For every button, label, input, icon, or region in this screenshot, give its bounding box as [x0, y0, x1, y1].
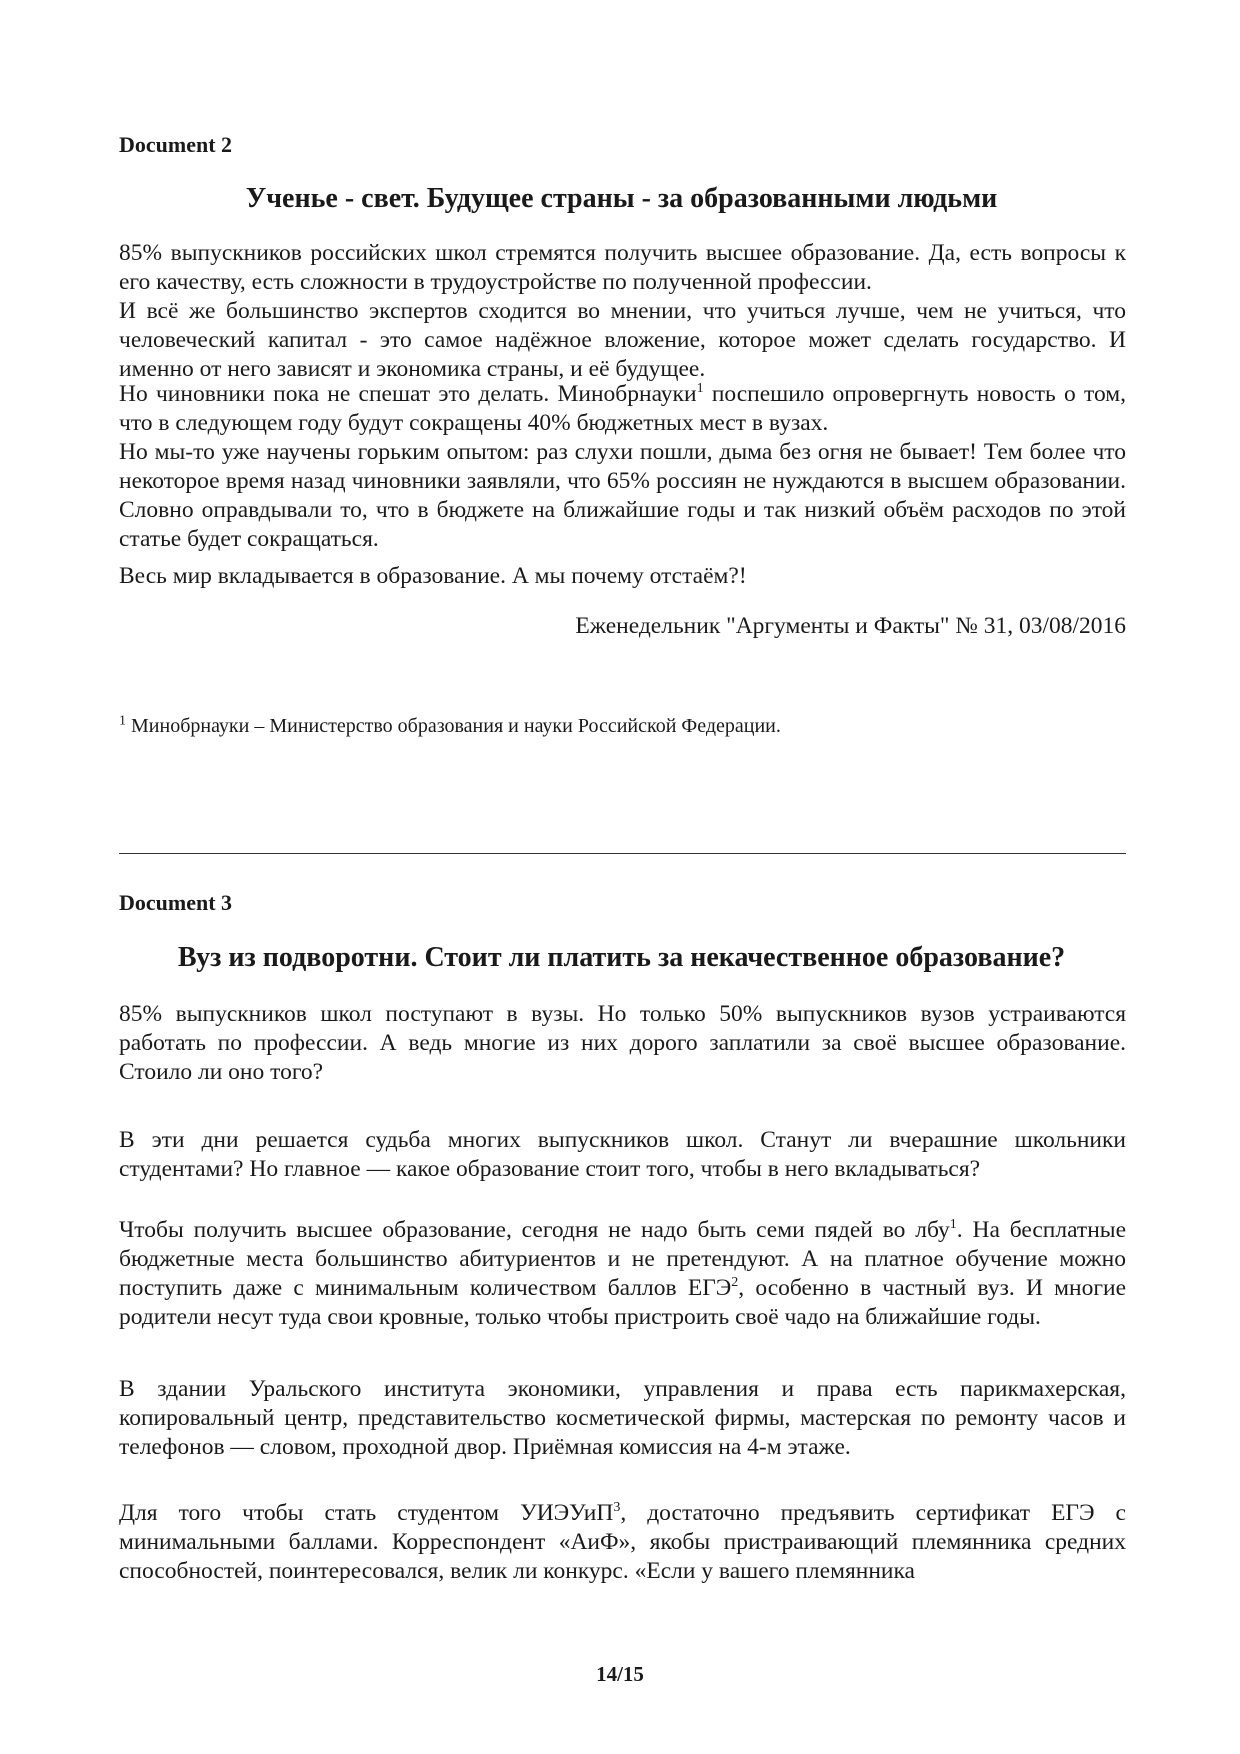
doc3-paragraph-1: 85% выпускников школ поступают в вузы. Но только 50% выпускников вузов устраиваются работать по профессии. А ведь многие из них дорого заплатили за своё высшее образование. Стоило ли оно того? [119, 1001, 1126, 1085]
doc2-footnote [119, 713, 1126, 739]
doc2-paragraph-2b: Но мы-то уже научены горьким опытом: раз слухи пошли, дыма без огня не бывает! Тем более что некоторое время назад чиновники заявляли, что 65% россиян не нуждаются в высшем образовании. Словно оправдывали то, что в бюджете на ближайшие годы и так низкий объём расходов по этой статье будет сокращаться. [119, 439, 1126, 552]
footnote-ref: 3 [613, 1500, 621, 1516]
text-run: Но чиновники пока не спешат это делать. Минобрнауки [119, 381, 697, 407]
doc2-paragraph-1 [119, 239, 1126, 384]
footnote-number: 1 [119, 713, 126, 729]
text-run: , особенно в частный вуз. И многие родители несут туда свои кровные, только чтобы пристроить своё чадо на ближайшие годы. [119, 1275, 1127, 1330]
text-run: . На бесплатные бюджетные места большинство абитуриентов и не претендуют. А на платное обучение можно поступить даже с минимальным количеством баллов ЕГЭ [119, 1217, 1126, 1301]
doc3-paragraph-5 [119, 1499, 1126, 1586]
doc2-paragraph-1a: 85% выпускников российских школ стремятся получить высшее образование. Да, есть вопросы к его качеству, есть сложности в трудоустройстве по полученной профессии. [119, 240, 1126, 295]
text-run: поспешило опровергнуть новость о том, что в следующем году будут сокращены 40% бюджетных мест в вузах. [119, 381, 1127, 436]
footnote-ref: 2 [731, 1275, 739, 1291]
footnote-ref: 1 [696, 381, 704, 397]
doc3-paragraph-2: В эти дни решается судьба многих выпускников школ. Станут ли вчерашние школьники студентами? Но главное — какое образование стоит того, чтобы в него вкладываться? [119, 1127, 1126, 1182]
doc3-label: Document 3 [119, 890, 233, 915]
doc3-paragraph-4: В здании Уральского института экономики, управления и права есть парикмахерская, копировальный центр, представительство косметической фирмы, мастерская по ремонту часов и телефонов — словом, проходной двор. Приёмная комиссия на 4-м этаже. [119, 1376, 1126, 1460]
doc2-paragraph-1b: И всё же большинство экспертов сходится во мнении, что учиться лучше, чем не учиться, что человеческий капитал - это самое надёжное вложение, которое может сделать государство. И именно от него зависят и экономика страны, и её будущее. [119, 298, 1126, 382]
doc3-title: Вуз из подворотни. Стоит ли платить за некачественное образование? [177, 942, 1066, 973]
text-run: Чтобы получить высшее образование, сегодня не надо быть семи пядей во лбу [119, 1217, 950, 1243]
doc2-label: Document 2 [119, 132, 233, 157]
page-number: 14/15 [596, 1662, 644, 1686]
text-run: Для того чтобы стать студентом УИЭУиП [119, 1500, 614, 1526]
section-divider [119, 853, 1126, 854]
footnote-ref: 1 [949, 1217, 957, 1233]
footnote-text: Минобрнауки – Министерство образования и науки Российской Федерации. [126, 715, 781, 737]
doc2-title: Ученье - свет. Будущее страны - за образованными людьми [245, 183, 998, 214]
doc3-paragraph-3 [119, 1216, 1126, 1332]
text-run: , достаточно предъявить сертификат ЕГЭ с минимальными баллами. Корреспондент «АиФ», якобы пристраивающий племянника средних способностей, поинтересовался, велик ли конкурс. «Если у вашего племянника [119, 1500, 1126, 1584]
doc2-paragraph-2a [119, 380, 1126, 438]
doc2-paragraph-3: Весь мир вкладывается в образование. А мы почему отстаём?! [119, 563, 747, 589]
doc2-source: Еженедельник "Аргументы и Факты" № 31, 03/08/2016 [575, 613, 1126, 639]
doc2-paragraph-2 [119, 380, 1126, 554]
